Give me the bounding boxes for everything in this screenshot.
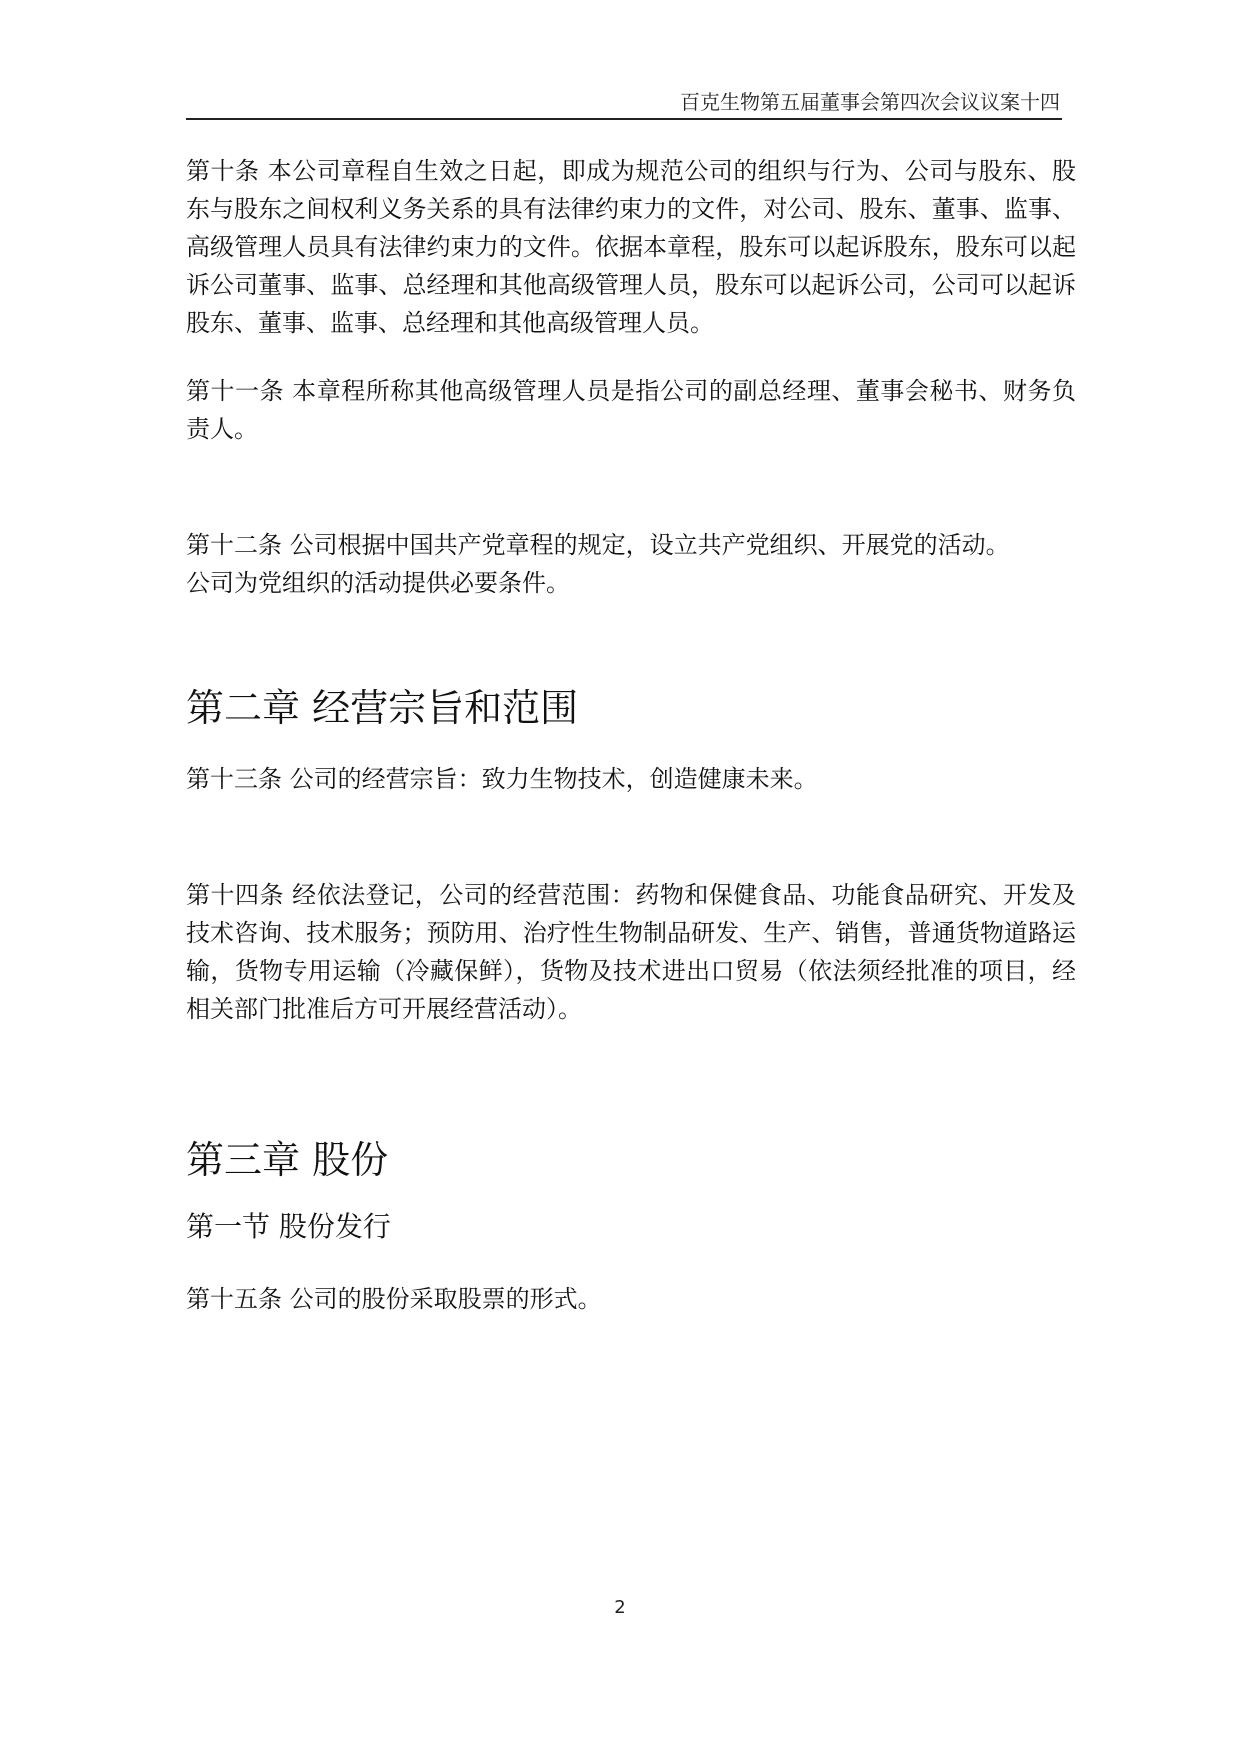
article-13: 第十三条 公司的经营宗旨：致力生物技术，创造健康未来。 <box>186 765 818 793</box>
article-14: 第十四条 经依法登记，公司的经营范围：药物和保健食品、功能食品研究、开发及技术咨询、技术服务；预防用、治疗性生物制品研发、生产、销售，普通货物道路运输，货物专用运输（冷藏保鲜），货物及技术进出口贸易（依法须经批准的项目，经相关部门批准后方可开展经营活动）。 <box>186 881 1076 1023</box>
article-15: 第十五条 公司的股份采取股票的形式。 <box>186 1285 602 1313</box>
page-header <box>186 88 1062 120</box>
header-title: 百克生物第五届董事会第四次会议议案十四 <box>680 90 1060 114</box>
document-body <box>186 152 1076 1318</box>
chapter-2-heading: 第二章 经营宗旨和范围 <box>186 686 579 730</box>
article-12-line-1: 第十二条 公司根据中国共产党章程的规定，设立共产党组织、开展党的活动。 <box>186 531 1010 559</box>
chapter-3-heading: 第三章 股份 <box>186 1138 389 1182</box>
article-10: 第十条 本公司章程自生效之日起，即成为规范公司的组织与行为、公司与股东、股东与股东之间权利义务关系的具有法律约束力的文件，对公司、股东、董事、监事、高级管理人员具有法律约束力的文件。依据本章程，股东可以起诉股东，股东可以起诉公司董事、监事、总经理和其他高级管理人员，股东可以起诉公司，公司可以起诉股东、董事、监事、总经理和其他高级管理人员。 <box>186 157 1076 337</box>
article-12-line-2: 公司为党组织的活动提供必要条件。 <box>186 569 570 597</box>
section-1-heading: 第一节 股份发行 <box>186 1210 391 1243</box>
article-11: 第十一条 本章程所称其他高级管理人员是指公司的副总经理、董事会秘书、财务负责人。 <box>186 377 1076 443</box>
page-number: 2 <box>614 1597 626 1618</box>
